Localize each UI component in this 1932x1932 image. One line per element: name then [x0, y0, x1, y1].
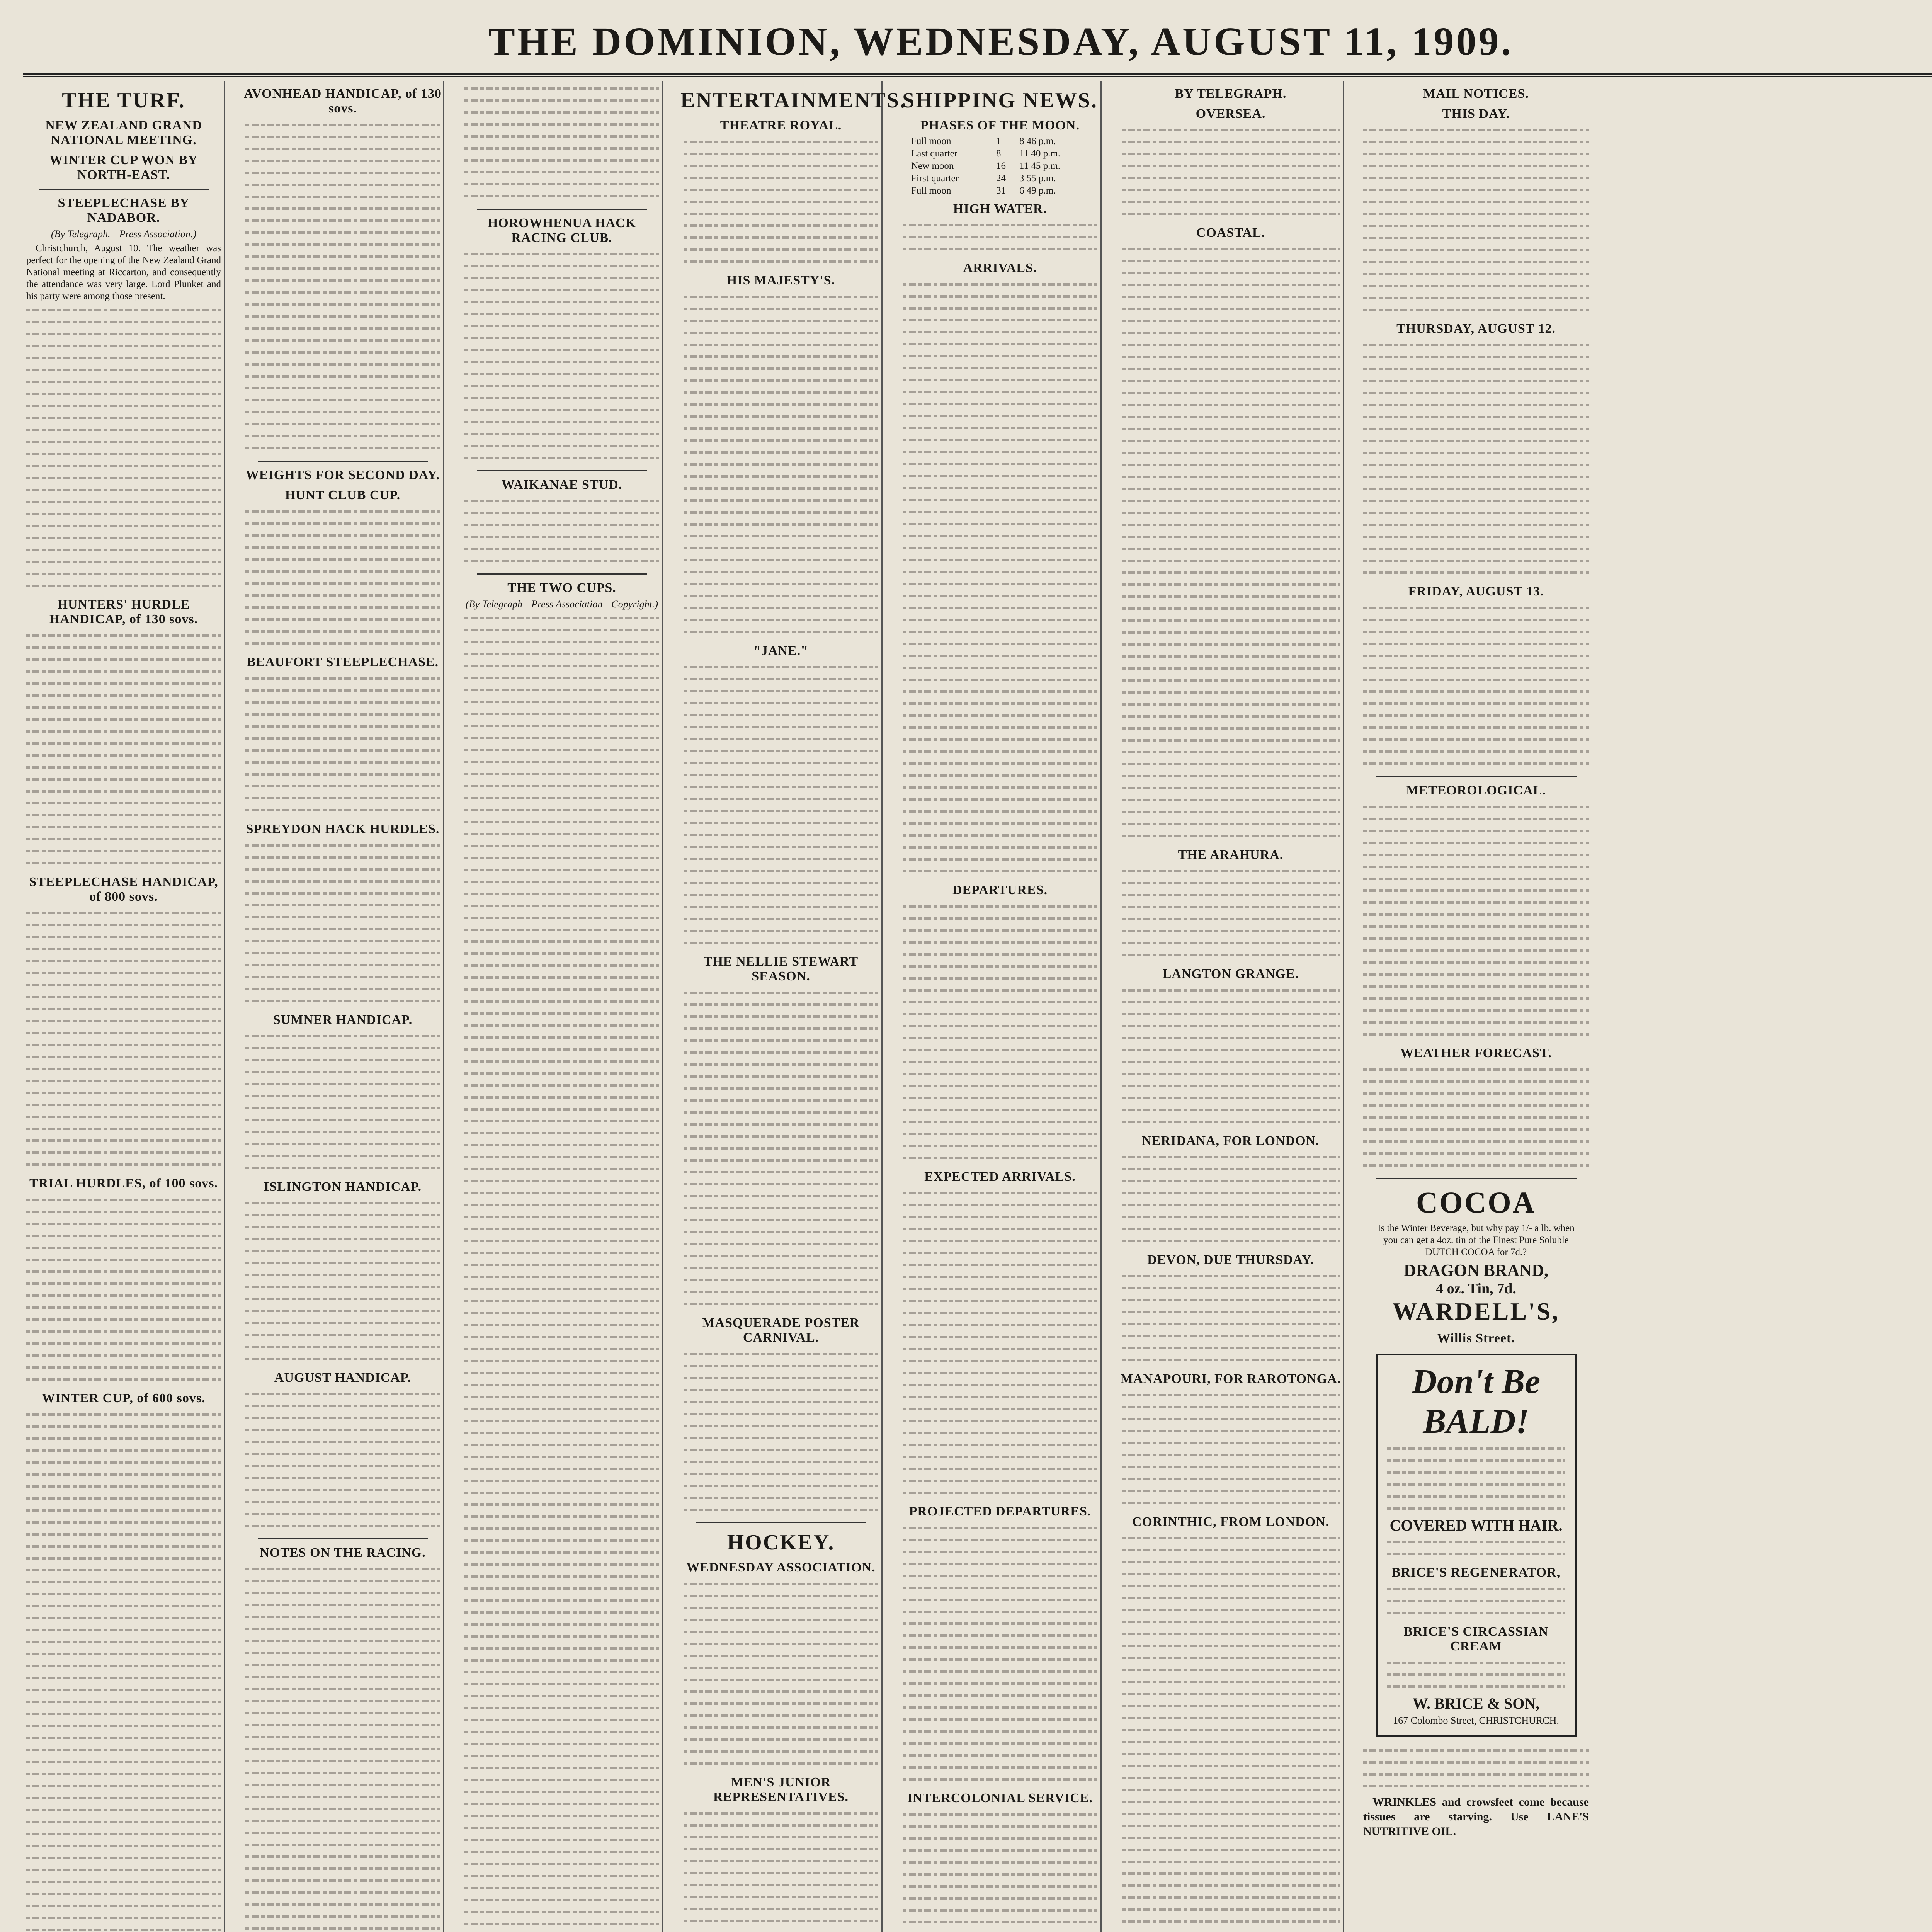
ad-text: [1387, 1536, 1565, 1560]
steeplechase-heading: STEEPLECHASE BY NADABOR.: [58, 196, 190, 225]
article-text: [245, 119, 440, 454]
horowhenua-heading: HOROWHENUA HACK RACING CLUB.: [487, 216, 636, 245]
bald-product-2: BRICE'S CIRCASSIAN CREAM: [1403, 1624, 1549, 1653]
masquerade-heading: MASQUERADE POSTER CARNIVAL.: [702, 1316, 860, 1345]
article-text: [464, 612, 659, 1932]
ad-text: [1387, 1583, 1565, 1619]
divider: [477, 573, 647, 575]
cocoa-text: Is the Winter Beverage, but why pay 1/- a lb. when you can get a 4oz. tin of the Finest Pure Soluble DUTCH COCOA for 7d.?: [1378, 1223, 1575, 1257]
manapouri-heading: MANAPOURI, FOR RAROTONGA.: [1120, 1372, 1341, 1386]
article-text: [903, 279, 1097, 878]
corinthic-heading: CORINTHIC, FROM LONDON.: [1132, 1515, 1330, 1529]
spreydon-heading: SPREYDON HACK HURDLES.: [246, 822, 440, 836]
masthead-title: THE DOMINION, WEDNESDAY, AUGUST 11, 1909.: [488, 19, 1514, 64]
bald-seller: W. BRICE & SON,: [1412, 1695, 1540, 1712]
this-day-heading: THIS DAY.: [1442, 107, 1510, 121]
moon-row: New moon 16 11 45 p.m.: [911, 161, 1061, 171]
article-text: [1363, 1064, 1589, 1172]
devon-heading: DEVON, DUE THURSDAY.: [1147, 1253, 1314, 1267]
beaufort-heading: BEAUFORT STEEPLECHASE.: [247, 655, 439, 669]
hunt-club-heading: HUNT CLUB CUP.: [285, 488, 401, 502]
nellie-stewart-heading: THE NELLIE STEWART SEASON.: [703, 954, 859, 983]
article-text: [1122, 1389, 1340, 1509]
two-cups-heading: THE TWO CUPS.: [507, 581, 616, 595]
article-text: [1363, 124, 1589, 316]
ad-text: [1387, 1657, 1565, 1693]
meteorological-heading: METEOROLOGICAL.: [1406, 783, 1546, 798]
bald-product: BRICE'S REGENERATOR,: [1391, 1565, 1561, 1580]
article-text: [245, 1031, 440, 1174]
article-text: [1122, 1270, 1340, 1366]
islington-heading: ISLINGTON HANDICAP.: [264, 1180, 422, 1194]
cocoa-brand: DRAGON BRAND,: [1404, 1261, 1548, 1280]
divider: [258, 461, 428, 462]
moon-row: Last quarter 8 11 40 p.m.: [911, 148, 1061, 159]
article-text: [245, 506, 440, 650]
oversea-heading: OVERSEA.: [1196, 107, 1266, 121]
cocoa-price: 4 oz. Tin, 7d.: [1436, 1281, 1516, 1297]
turf-intro: Christchurch, August 10. The weather was perfect for the opening of the New Zealand Grand National meeting at Riccarton, and consequently the attendance was very large. Lord Plunket and his party were among those present.: [26, 243, 221, 301]
cocoa-street: Willis Street.: [1437, 1331, 1515, 1345]
high-water-heading: HIGH WATER.: [953, 202, 1047, 216]
his-majestys-heading: HIS MAJESTY'S.: [726, 273, 835, 287]
moon-row: First quarter 24 3 55 p.m.: [911, 173, 1056, 184]
article-text: [903, 219, 1097, 255]
moon-row: Full moon 31 6 49 p.m.: [911, 185, 1056, 196]
article-text: [684, 1808, 878, 1932]
article-text: [1363, 801, 1589, 1041]
article-text: [684, 1348, 878, 1516]
article-text: [903, 1809, 1097, 1932]
projected-departures-heading: PROJECTED DEPARTURES.: [909, 1504, 1091, 1519]
article-text: [26, 630, 221, 869]
friday-heading: FRIDAY, AUGUST 13.: [1408, 584, 1544, 599]
hockey-heading: HOCKEY.: [727, 1531, 835, 1554]
ad-text: [1387, 1443, 1565, 1515]
divider: [1376, 1178, 1577, 1179]
grand-national-heading: NEW ZEALAND GRAND NATIONAL MEETING.: [45, 118, 202, 147]
neridana-heading: NERIDANA, FOR LONDON.: [1142, 1134, 1320, 1148]
divider: [258, 1538, 428, 1539]
cocoa-ad: [1368, 1185, 1584, 1346]
theatre-royal-heading: THEATRE ROYAL.: [720, 118, 842, 133]
divider: [477, 209, 647, 210]
trial-hurdles-heading: TRIAL HURDLES, of 100 sovs.: [29, 1176, 218, 1190]
bald-address: 167 Colombo Street, CHRISTCHURCH.: [1393, 1715, 1559, 1726]
jane-heading: "JANE.": [753, 644, 809, 658]
article-text: [464, 248, 659, 464]
column-shipping: [900, 81, 1102, 1932]
wrinkles-ad: WRINKLES and crowsfeet come because tissues are starving. Use LANE'S NUTRITIVE OIL.: [1363, 1796, 1589, 1838]
article-text: [684, 987, 878, 1310]
article-text: [684, 291, 878, 638]
bald-headline-2: BALD!: [1423, 1402, 1529, 1440]
weights-heading: WEIGHTS FOR SECOND DAY.: [245, 468, 440, 482]
article-text: [245, 1197, 440, 1365]
arrivals-heading: ARRIVALS.: [963, 261, 1037, 275]
weather-forecast-heading: WEATHER FORECAST.: [1400, 1046, 1552, 1060]
article-text: [903, 1187, 1097, 1499]
bald-cover: COVERED WITH HAIR.: [1389, 1517, 1563, 1534]
mail-notices-heading: MAIL NOTICES.: [1423, 87, 1529, 101]
divider: [39, 189, 209, 190]
waikanae-heading: WAIKANAE STUD.: [501, 478, 622, 492]
steeplechase-handicap-heading: STEEPLECHASE HANDICAP, of 800 sovs.: [29, 875, 218, 904]
article-text: [684, 136, 878, 268]
masthead: [23, 15, 1932, 77]
moon-row: Full moon 1 8 46 p.m.: [911, 136, 1056, 146]
article-text: [26, 907, 221, 1171]
article-text: [1122, 1532, 1340, 1932]
column-clubs: [461, 81, 663, 1932]
article-text: [26, 304, 221, 592]
column-mail: [1360, 81, 1592, 1932]
cocoa-seller: WARDELL'S,: [1392, 1298, 1560, 1325]
article-text: [684, 1578, 878, 1770]
intercolonial-heading: INTERCOLONIAL SERVICE.: [907, 1791, 1093, 1805]
departures-heading: DEPARTURES.: [952, 883, 1048, 897]
column-entertainments: [680, 81, 906, 1932]
wednesday-association-heading: WEDNESDAY ASSOCIATION.: [686, 1560, 876, 1575]
article-text: [1122, 985, 1340, 1128]
bald-ad: [1376, 1354, 1577, 1737]
winter-cup-heading: WINTER CUP WON BY NORTH-EAST.: [49, 153, 198, 182]
newspaper-page: [23, 15, 1932, 1932]
hunters-hurdle-heading: HUNTERS' HURDLE HANDICAP, of 130 sovs.: [49, 597, 198, 626]
column-racing: [242, 81, 444, 1932]
shipping-heading: SHIPPING NEWS.: [902, 88, 1098, 112]
winter-cup-result-heading: WINTER CUP, of 600 sovs.: [42, 1391, 206, 1405]
racing-notes-heading: NOTES ON THE RACING.: [260, 1546, 426, 1560]
article-text: [1122, 243, 1340, 842]
turf-heading: THE TURF.: [62, 88, 185, 112]
press-note: (By Telegraph.—Press Association.): [51, 228, 197, 240]
divider: [1376, 776, 1577, 777]
press-note: (By Telegraph—Press Association—Copyright.): [465, 599, 658, 610]
article-text: [245, 840, 440, 1007]
article-text: [1122, 124, 1340, 220]
divider: [696, 1522, 866, 1523]
telegraph-heading: BY TELEGRAPH.: [1175, 87, 1287, 101]
coastal-heading: COASTAL.: [1196, 226, 1265, 240]
article-text: [1122, 1151, 1340, 1247]
article-text: [684, 662, 878, 949]
article-text: [1363, 602, 1589, 770]
thursday-heading: THURSDAY, AUGUST 12.: [1396, 321, 1556, 336]
divider: [477, 470, 647, 471]
column-turf: [23, 81, 225, 1932]
article-text: [903, 1522, 1097, 1786]
article-text: [26, 1409, 221, 1932]
article-text: [245, 1388, 440, 1532]
cocoa-title: COCOA: [1416, 1185, 1536, 1219]
columns: [23, 81, 1932, 1932]
arahura-heading: THE ARAHURA.: [1178, 848, 1284, 862]
article-text: [245, 673, 440, 816]
moon-phases-heading: PHASES OF THE MOON.: [920, 118, 1080, 133]
column-telegraph: [1119, 81, 1344, 1932]
article-text: [26, 1194, 221, 1386]
article-text: [903, 901, 1097, 1164]
article-text: [1363, 1745, 1589, 1793]
article-text: [464, 495, 659, 567]
avonhead-heading: AVONHEAD HANDICAP, of 130 sovs.: [244, 87, 442, 116]
august-handicap-heading: AUGUST HANDICAP.: [274, 1371, 412, 1385]
entertainments-heading: ENTERTAINMENTS.: [680, 88, 906, 112]
sumner-heading: SUMNER HANDICAP.: [273, 1013, 413, 1027]
expected-arrivals-heading: EXPECTED ARRIVALS.: [924, 1170, 1076, 1184]
bald-headline: Don't Be: [1412, 1362, 1541, 1401]
article-text: [464, 83, 659, 202]
mens-junior-heading: MEN'S JUNIOR REPRESENTATIVES.: [713, 1775, 849, 1804]
article-text: [1122, 866, 1340, 961]
article-text: [245, 1563, 440, 1932]
langton-grange-heading: LANGTON GRANGE.: [1162, 967, 1299, 981]
article-text: [1363, 339, 1589, 579]
